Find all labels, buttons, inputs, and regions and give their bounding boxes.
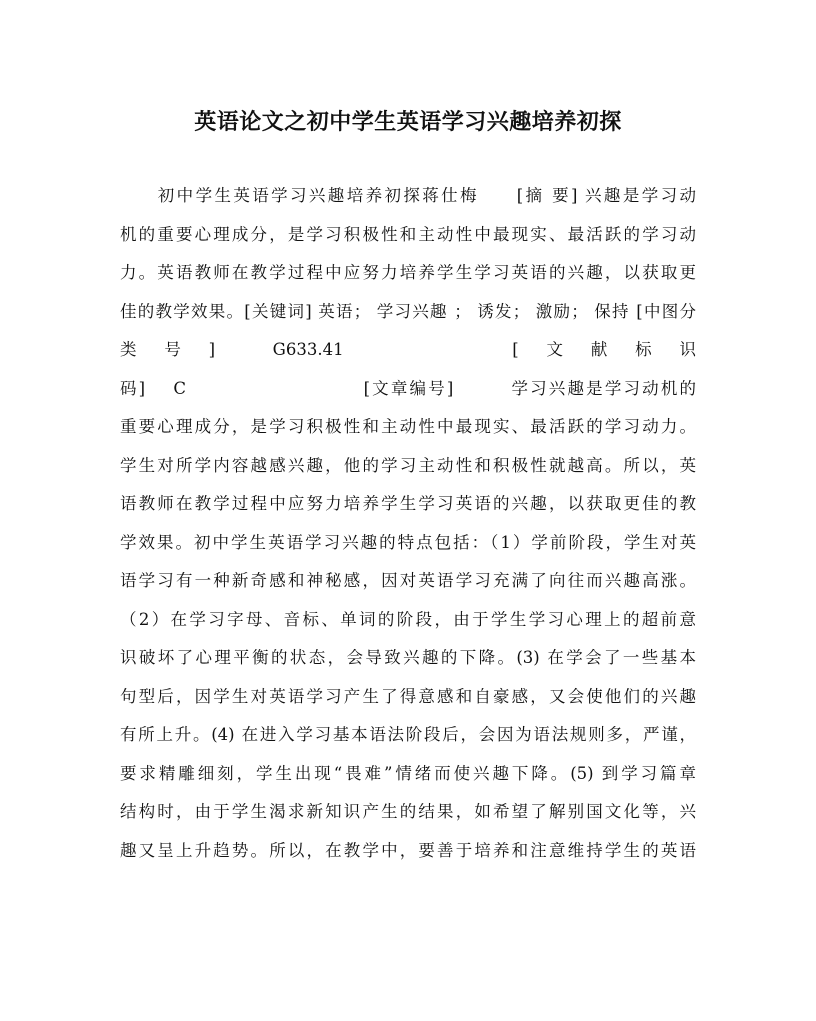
- text-line: 重要心理成分，是学习积极性和主动性中最现实、最活跃的学习动力。: [120, 417, 696, 436]
- text-line: 趣又呈上升趋势。所以，在教学中，要善于培养和注意维持学生的英语: [120, 840, 696, 860]
- text-line: 佳的教学效果。[关键词] 英语； 学习兴趣 ； 诱发； 激励； 保持 [中图分: [120, 301, 696, 321]
- text-line: 力。英语教师在教学过程中应努力培养学生学习英语的兴趣，以获取更: [120, 263, 696, 282]
- text-line: 机的重要心理成分，是学习积极性和主动性中最现实、最活跃的学习动: [120, 224, 696, 244]
- text-line: 识破坏了心理平衡的状态，会导致兴趣的下降。(3) 在学会了一些基本: [120, 648, 696, 667]
- text-line: 语教师在教学过程中应努力培养学生学习英语的兴趣，以获取更佳的教: [120, 494, 696, 513]
- text-line: 码] C [文章编号] 学习兴趣是学习动机的: [120, 378, 696, 398]
- text-line: （2）在学习字母、音标、单词的阶段，由于学生学习心理上的超前意: [120, 609, 696, 629]
- text-line: 结构时，由于学生渴求新知识产生的结果，如希望了解别国文化等，兴: [120, 802, 696, 821]
- text-line: 学生对所学内容越感兴趣，他的学习主动性和积极性就越高。所以，英: [120, 455, 696, 475]
- text-line: 语学习有一种新奇感和神秘感，因对英语学习充满了向往而兴趣高涨。: [120, 571, 696, 590]
- body-text: [120, 178, 696, 871]
- text-line: 要求精雕细刻，学生出现“畏难”情绪而使兴趣下降。(5) 到学习篇章: [120, 763, 696, 783]
- text-line: 学效果。初中学生英语学习兴趣的特点包括：（1）学前阶段，学生对英: [120, 532, 696, 552]
- text-line: 初中学生英语学习兴趣培养初探蒋仕梅 [摘 要] 兴趣是学习动: [120, 186, 696, 205]
- document-title: 英语论文之初中学生英语学习兴趣培养初探: [194, 109, 622, 135]
- text-line: 有所上升。(4) 在进入学习基本语法阶段后，会因为语法规则多，严谨，: [120, 725, 696, 744]
- text-line: 类 号 ] G633.41 [ 文 献 标 识: [120, 340, 696, 359]
- text-line: 句型后，因学生对英语学习产生了得意感和自豪感，又会使他们的兴趣: [120, 686, 696, 706]
